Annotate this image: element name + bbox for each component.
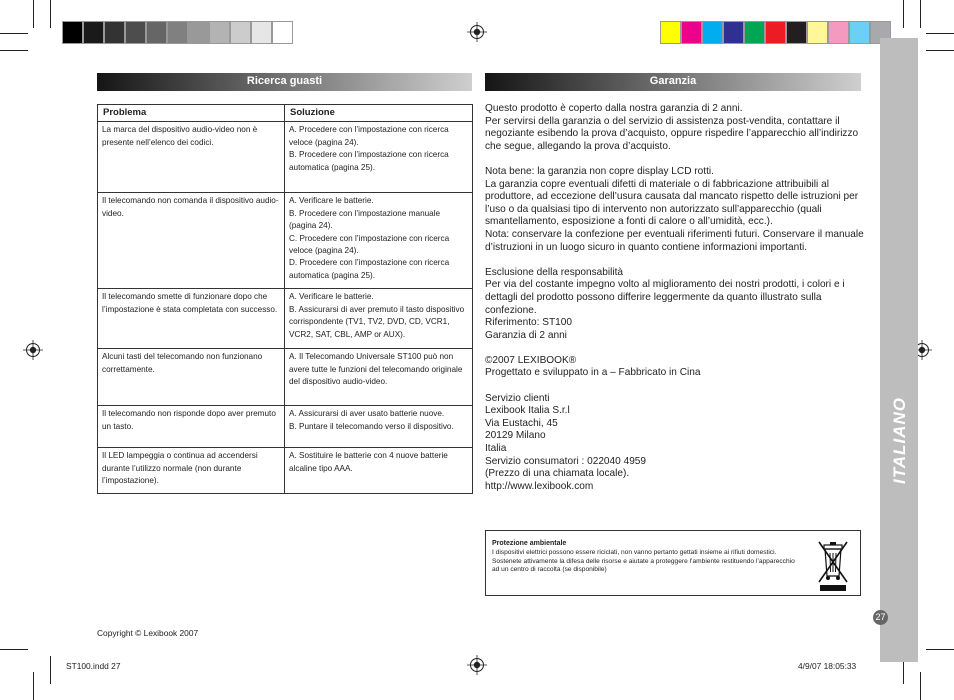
solution-cell	[285, 122, 473, 193]
warranty-paragraph: Riferimento: ST100	[485, 317, 572, 329]
language-label: ITALIANO	[890, 396, 909, 484]
copyright-text: Copyright © Lexibook 2007	[97, 628, 199, 638]
crop-mark	[0, 649, 28, 650]
solution-cell	[285, 289, 473, 349]
color-swatch	[83, 21, 104, 44]
color-swatch	[251, 21, 272, 44]
troubleshooting-table	[97, 104, 473, 494]
color-swatch	[765, 21, 786, 44]
warranty-paragraph: Nota bene: la garanzia non copre display LCD rotti.	[485, 165, 714, 177]
problem-cell: Il telecomando non risponde dopo aver premuto un tasto.	[98, 406, 285, 448]
paragraph-gap	[485, 153, 865, 166]
color-swatch	[660, 21, 681, 44]
warranty-paragraph: Servizio clienti	[485, 392, 550, 404]
solution-item: C. Procedere con l’impostazione con ricerca veloce (pagina 24).	[289, 233, 450, 256]
warranty-paragraph: La garanzia copre eventuali difetti di materiale o di fabbricazione attribuibili al produttore, ad eccezione dell’usura causata dal mancato rispetto delle istruzioni per l’uso o da qualsiasi tipo di intervento non autorizzato sull’apparecchio (quali smantellamento, esposizione a fonti di calore o all’umidità, ecc.).	[485, 178, 859, 228]
crossed-bin-icon	[815, 536, 851, 593]
color-swatch	[104, 21, 125, 44]
page-number: 27	[873, 610, 888, 625]
warranty-paragraph: Via Eustachi, 45	[485, 417, 558, 429]
environment-box	[485, 530, 861, 596]
environment-title: Protezione ambientale	[492, 540, 567, 547]
warranty-paragraph: Progettato e sviluppato in a – Fabbricato in Cina	[485, 367, 701, 379]
column-header-problem: Problema	[98, 105, 285, 122]
color-swatch	[167, 21, 188, 44]
color-swatch	[188, 21, 209, 44]
grayscale-swatch-bar	[62, 21, 293, 44]
warranty-paragraph: Nota: conservare la confezione per eventuali riferimenti futuri. Conservare il manuale d’istruzioni in un luogo sicuro in quanto contiene informazioni importanti.	[485, 228, 864, 253]
table-row	[98, 122, 473, 193]
crop-mark	[33, 0, 34, 28]
solution-item: B. Procedere con l’impostazione con ricerca automatica (pagina 25).	[289, 150, 449, 172]
problem-cell: Il telecomando smette di funzionare dopo che l’impostazione è stata completata con successo.	[98, 289, 285, 349]
solution-item: A. Verificare le batterie.	[289, 196, 374, 206]
color-swatch	[681, 21, 702, 44]
table-row	[98, 448, 473, 494]
website-link[interactable]: http://www.lexibook.com	[485, 480, 594, 492]
registration-mark-icon	[23, 340, 43, 360]
table-row	[98, 193, 473, 289]
warranty-paragraph: Questo prodotto è coperto dalla nostra garanzia di 2 anni.	[485, 103, 743, 114]
solution-cell	[285, 448, 473, 494]
crop-mark	[0, 50, 28, 51]
table-row	[98, 289, 473, 349]
solution-item: A. Assicurarsi di aver usato batterie nuove.	[289, 409, 445, 419]
crop-mark	[920, 672, 921, 700]
color-swatch	[744, 21, 765, 44]
warranty-paragraph: ©2007 LEXIBOOK®	[485, 354, 577, 366]
problem-cell: La marca del dispositivo audio-video non è presente nell’elenco dei codici.	[98, 122, 285, 193]
column-header-solution: Soluzione	[285, 105, 473, 122]
color-swatch	[807, 21, 828, 44]
crop-mark	[33, 672, 34, 700]
color-swatch	[272, 21, 293, 44]
crop-mark	[50, 656, 51, 684]
warranty-paragraph: Servizio consumatori : 022040 4959	[485, 455, 647, 467]
color-swatch	[209, 21, 230, 44]
warranty-header: Garanzia	[485, 73, 861, 91]
crop-mark	[903, 0, 904, 28]
crop-mark	[926, 50, 954, 51]
color-swatch	[828, 21, 849, 44]
color-swatch	[125, 21, 146, 44]
color-swatch	[62, 21, 83, 44]
solution-item: A. Il Telecomando Universale ST100 può non avere tutte le funzioni del telecomando originale del dispositivo audio-video.	[289, 352, 463, 387]
paragraph-gap	[485, 380, 865, 393]
color-swatch-bar	[660, 21, 891, 44]
solution-item: B. Puntare il telecomando verso il dispositivo.	[289, 421, 454, 431]
crop-mark	[926, 649, 954, 650]
warranty-paragraph: (Prezzo di una chiamata locale).	[485, 468, 630, 480]
color-swatch	[702, 21, 723, 44]
solution-item: A. Procedere con l’impostazione con ricerca veloce (pagina 24).	[289, 125, 449, 147]
language-side-tab	[880, 38, 918, 662]
registration-mark-icon	[467, 655, 487, 675]
table-row	[98, 349, 473, 406]
warranty-paragraph: Garanzia di 2 anni	[485, 329, 567, 341]
warranty-paragraph: Lexibook Italia S.r.l	[485, 405, 570, 417]
table-header-row	[98, 105, 473, 122]
crop-mark	[0, 33, 28, 34]
problem-cell: Alcuni tasti del telecomando non funzionano correttamente.	[98, 349, 285, 406]
crop-mark	[50, 0, 51, 28]
solution-item: A. Sostituire le batterie con 4 nuove batterie alcaline tipo AAA.	[289, 451, 448, 473]
registration-mark-icon	[467, 22, 487, 42]
problem-cell: Il telecomando non comanda il dispositivo audio-video.	[98, 193, 285, 289]
color-swatch	[723, 21, 744, 44]
crop-mark	[926, 33, 954, 34]
environment-text: I dispositivi elettrici possono essere riciclati, non vanno pertanto gettati insieme ai rifiuti domestici. Sostenete attivamente la difesa delle risorse e aiutate a proteggere l’ambiente restituendo l’apparecchio ad un centro di raccolta (se disponibile)	[492, 549, 795, 574]
warranty-paragraph: Esclusione della responsabilità	[485, 266, 624, 278]
file-slug: ST100.indd 27	[66, 661, 121, 671]
crop-mark	[920, 0, 921, 28]
color-swatch	[849, 21, 870, 44]
warranty-paragraph: Per servirsi della garanzia o del servizio di assistenza post-vendita, contattare il negoziante esibendo la prova d’acquisto, oppure rispedire l’apparecchio all’indirizzo che segue, allegando la prova d’acquisto.	[485, 115, 859, 152]
warranty-paragraph: Italia	[485, 443, 507, 455]
color-swatch	[230, 21, 251, 44]
solution-cell	[285, 193, 473, 289]
troubleshooting-header: Ricerca guasti	[97, 73, 472, 91]
solution-item: A. Verificare le batterie.	[289, 292, 374, 302]
paragraph-gap	[485, 342, 865, 355]
color-swatch	[786, 21, 807, 44]
table-row	[98, 406, 473, 448]
warranty-paragraph: 20129 Milano	[485, 430, 546, 442]
warranty-text	[485, 103, 865, 493]
date-slug: 4/9/07 18:05:33	[798, 661, 857, 671]
solution-cell	[285, 349, 473, 406]
solution-item: B. Procedere con l’impostazione manuale (pagina 24).	[289, 208, 441, 231]
problem-cell: Il LED lampeggia o continua ad accendersi durante l’utilizzo normale (non durante l’impostazione).	[98, 448, 285, 494]
solution-cell	[285, 406, 473, 448]
warranty-paragraph: Per via del costante impegno volto al miglioramento dei nostri prodotti, i colori e i dettagli del prodotto possono differire leggermente da quanto illustrato sulla confezione.	[485, 279, 845, 316]
solution-item: D. Procedere con l’impostazione con ricerca automatica (pagina 25).	[289, 258, 450, 280]
color-swatch	[146, 21, 167, 44]
paragraph-gap	[485, 254, 865, 267]
solution-item: B. Assicurarsi di aver premuto il tasto dispositivo corrispondente (TV1, TV2, DVD, CD, VCR1, VCR2, SAT, CBL, AMP or AUX).	[289, 304, 465, 339]
